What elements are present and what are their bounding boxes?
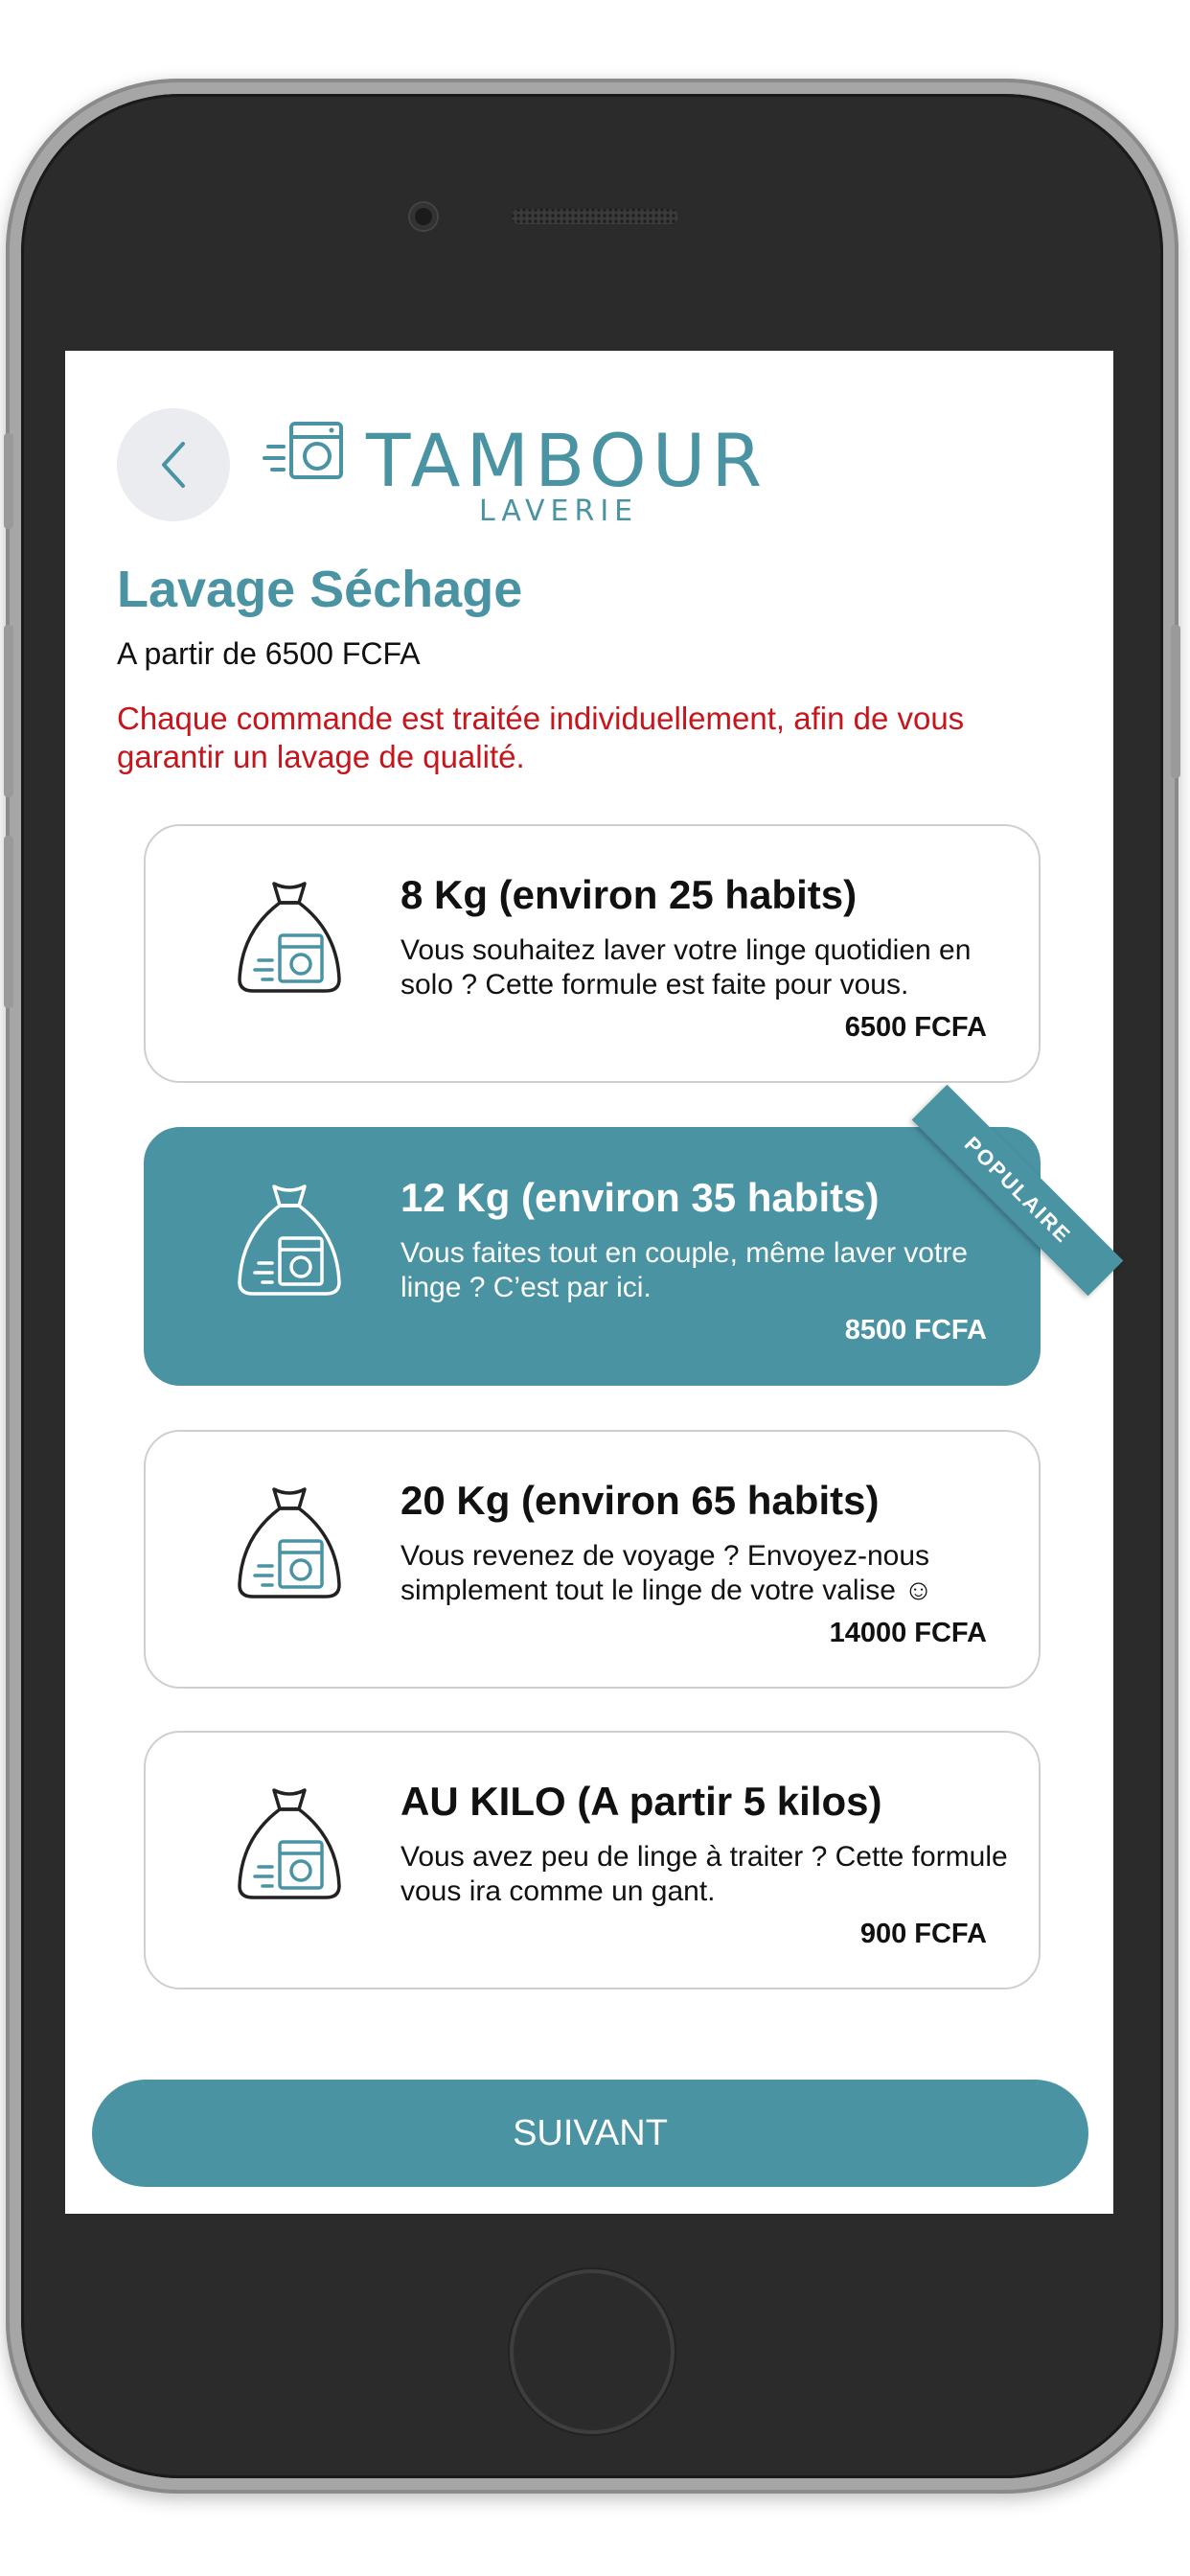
laundry-bag-icon bbox=[232, 1781, 347, 1905]
laundry-bag-icon bbox=[232, 1480, 347, 1604]
brand-name: TAMBOUR bbox=[366, 418, 768, 503]
popular-badge: POPULAIRE bbox=[912, 1085, 1124, 1297]
plan-card-12kg[interactable] bbox=[144, 1127, 1076, 1386]
plan-card-8kg[interactable] bbox=[144, 824, 1041, 1083]
home-button bbox=[510, 2269, 675, 2434]
plan-title: 20 Kg (environ 65 habits) bbox=[400, 1478, 880, 1523]
laundry-bag-icon bbox=[232, 1177, 347, 1301]
plan-description: Vous souhaitez laver votre linge quotidien en solo ? Cette formule est faite pour vous. bbox=[400, 934, 972, 1000]
plan-title: 8 Kg (environ 25 habits) bbox=[400, 872, 858, 917]
plan-card-20kg[interactable] bbox=[144, 1430, 1041, 1689]
next-button[interactable]: SUIVANT bbox=[92, 2080, 1088, 2187]
plan-title: AU KILO (A partir 5 kilos) bbox=[400, 1779, 882, 1824]
page-title: Lavage Séchage bbox=[117, 561, 523, 618]
plan-card-per-kilo[interactable] bbox=[144, 1731, 1041, 1990]
plan-price: 14000 FCFA bbox=[829, 1618, 987, 1648]
brand-subtitle: LAVERIE bbox=[479, 494, 639, 528]
plan-description: Vous avez peu de linge à traiter ? Cette formule vous ira comme un gant. bbox=[400, 1841, 1008, 1907]
volume-down-button bbox=[4, 836, 13, 1008]
mute-switch bbox=[4, 433, 13, 529]
plan-description: Vous revenez de voyage ? Envoyez-nous simplement tout le linge de votre valise ☺ bbox=[400, 1540, 933, 1606]
plan-price: 900 FCFA bbox=[859, 1919, 987, 1949]
quality-notice: Chaque commande est traitée individuellement, afin de vous garantir un lavage de qualité. bbox=[117, 701, 965, 774]
plan-title: 12 Kg (environ 35 habits) bbox=[400, 1175, 880, 1220]
plan-price: 6500 FCFA bbox=[844, 1012, 987, 1043]
popular-ribbon bbox=[851, 1116, 1076, 1317]
plan-price: 8500 FCFA bbox=[844, 1315, 987, 1346]
plan-description: Vous faites tout en couple, même laver votre linge ? C’est par ici. bbox=[400, 1237, 968, 1303]
brand-logo bbox=[263, 418, 768, 528]
power-button bbox=[1171, 625, 1180, 778]
chevron-left-icon bbox=[154, 438, 193, 492]
volume-up-button bbox=[4, 625, 13, 797]
starting-price: A partir de 6500 FCFA bbox=[117, 636, 421, 671]
washing-machine-icon bbox=[263, 418, 349, 485]
front-camera bbox=[410, 203, 437, 230]
back-button[interactable] bbox=[117, 408, 230, 521]
app-screen bbox=[65, 351, 1113, 2214]
laundry-bag-icon bbox=[232, 874, 347, 999]
earpiece-speaker bbox=[510, 207, 680, 226]
